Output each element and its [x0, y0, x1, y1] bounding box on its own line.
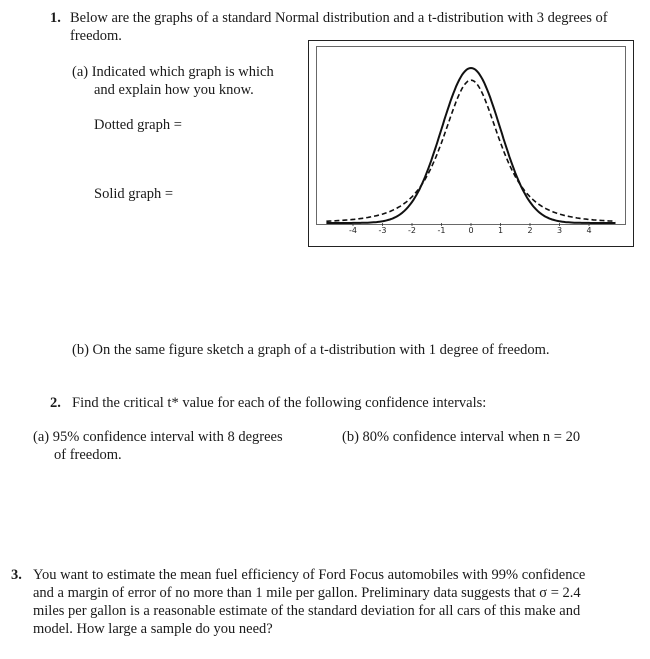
solid-graph-prompt: Solid graph = [94, 186, 174, 202]
part-a-label: (a) [72, 64, 89, 80]
part-b-text: (b) On the same figure sketch a graph of a t-distribution with 1 degree of freedom. [72, 342, 550, 358]
question-2-part-b: (b) 80% confidence interval when n = 20 [342, 429, 581, 445]
question-2-part-a [33, 428, 323, 464]
question-1-part-a [72, 63, 297, 99]
question-3-line-1: You want to estimate the mean fuel efficiency of Ford Focus automobiles with 99% confidence [33, 567, 586, 583]
q2a-line-2: of freedom. [54, 447, 122, 463]
x-tick-label: -1 [437, 226, 446, 235]
part-a-line-2: and explain how you know. [94, 82, 254, 98]
distribution-figure [308, 40, 634, 247]
part-a-line-1: Indicated which graph is which [91, 64, 274, 80]
plot-frame [309, 41, 634, 247]
question-3-line-2: and a margin of error of no more than 1 mile per gallon. Preliminary data suggests that σ = 2.4 [33, 585, 581, 601]
question-1-part-b [72, 341, 632, 359]
x-tick-label: 4 [586, 226, 592, 235]
x-tick-label: 0 [468, 226, 474, 235]
x-tick-label: 3 [556, 226, 563, 235]
x-tick-label: -3 [378, 226, 387, 235]
x-tick-label: 1 [497, 226, 504, 235]
question-1-line-1: Below are the graphs of a standard Normal distribution and a t-distribution with 3 degrees of [70, 10, 608, 26]
question-2 [50, 394, 610, 412]
q2a-line-1: (a) 95% confidence interval with 8 degrees [33, 429, 283, 445]
question-1-line-2: freedom. [70, 28, 122, 44]
question-2-prompt: Find the critical t* value for each of the following confidence intervals: [72, 395, 487, 411]
x-tick-label: -2 [408, 226, 416, 235]
question-3-line-3: miles per gallon is a reasonable estimate of the standard deviation for all cars of this make and [33, 603, 581, 619]
question-3-line-4: model. How large a sample do you need? [33, 621, 273, 637]
x-tick-label: -4 [349, 226, 357, 235]
question-2-number: 2. [50, 395, 61, 411]
x-tick-label: 2 [527, 226, 533, 235]
question-1-number: 1. [50, 10, 61, 26]
question-3-number: 3. [11, 567, 22, 583]
question-3 [11, 566, 636, 638]
dotted-graph-prompt: Dotted graph = [94, 117, 182, 133]
distribution-plot [308, 40, 634, 247]
